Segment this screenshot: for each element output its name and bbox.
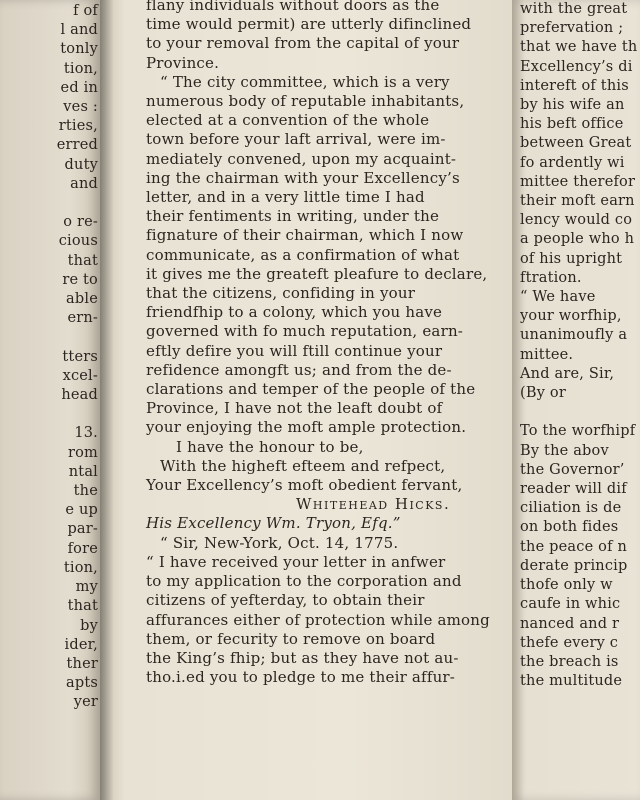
text-line: I have the honour to be, xyxy=(176,437,364,456)
text-line: his beft office xyxy=(520,116,624,133)
text-line: re to xyxy=(62,271,98,288)
text-line: His Excellency Wm. Tryon, Efq.” xyxy=(146,514,401,533)
text-line: by xyxy=(80,617,98,634)
text-line: your worfhip, xyxy=(520,308,622,325)
text-line: 13. xyxy=(74,425,98,442)
text-line: to my application to the corporation and xyxy=(146,572,462,591)
text-line: “ Sir, New-York, Oct. 14, 1775. xyxy=(160,533,399,552)
text-line: ern- xyxy=(67,310,98,327)
text-line xyxy=(2,405,98,424)
text-line: refidence amongft us; and from the de- xyxy=(146,360,452,379)
text-line: tho.i.ed you to pledge to me their affur- xyxy=(146,668,456,687)
text-line: flany individuals without doors as the xyxy=(146,0,440,14)
text-line: reader will dif xyxy=(520,481,627,498)
text-line: that xyxy=(67,598,98,615)
text-line: Excellency’s di xyxy=(520,58,633,75)
text-line: derate princip xyxy=(520,557,628,574)
text-line: thofe only w xyxy=(520,577,613,594)
text-line: rom xyxy=(67,444,98,461)
text-line: ntal xyxy=(68,463,98,480)
text-line: head xyxy=(61,387,98,404)
text-line: tion, xyxy=(63,559,98,576)
main-page xyxy=(100,0,512,800)
text-line: that we have th xyxy=(520,39,638,56)
main-column-text xyxy=(146,0,498,687)
text-line: xcel- xyxy=(62,367,98,384)
text-line: l and xyxy=(60,22,98,39)
text-line: “ We have xyxy=(520,289,596,306)
text-line: fignature of their chairman, which I now xyxy=(146,226,464,245)
text-line: o re- xyxy=(63,214,98,231)
right-page-fragment xyxy=(512,0,640,800)
text-line: mediately convened, upon my acquaint- xyxy=(146,149,457,168)
text-line: unanimoufly a xyxy=(520,327,628,344)
text-line: apts xyxy=(66,675,98,692)
text-line: the xyxy=(73,483,98,500)
text-line: Whitehead Hicks. xyxy=(296,495,451,514)
text-line: Province. xyxy=(146,53,220,72)
text-line: e up xyxy=(65,502,98,519)
text-line: (By or xyxy=(520,385,566,402)
text-line: tonly xyxy=(60,41,98,58)
text-line xyxy=(520,403,640,422)
text-line xyxy=(2,194,98,213)
text-line: duty xyxy=(64,156,98,173)
text-line: with the great xyxy=(520,1,628,17)
text-line: that xyxy=(67,252,98,269)
text-line xyxy=(2,328,98,347)
text-line: letter, and in a very little time I had xyxy=(146,188,425,207)
text-line: ing the chairman with your Excellency’s xyxy=(146,168,460,187)
text-line: par- xyxy=(67,521,98,538)
text-line: their moft earn xyxy=(520,193,635,210)
text-line: And are, Sir, xyxy=(520,365,615,382)
text-line: by his wife an xyxy=(520,97,625,114)
text-line: ed in xyxy=(60,79,98,96)
text-line: By the abov xyxy=(520,442,609,459)
text-line: eftly defire you will ftill continue your xyxy=(146,341,443,360)
text-line: mittee. xyxy=(520,346,574,363)
text-line: With the higheft efteem and refpect, xyxy=(160,456,446,475)
text-line: cious xyxy=(58,233,98,250)
text-line: erred xyxy=(56,137,98,154)
text-line: on both fides xyxy=(520,519,619,536)
text-line: numerous body of reputable inhabitants, xyxy=(146,92,465,111)
text-line: caufe in whic xyxy=(520,596,621,613)
text-line: that the citizens, confiding in your xyxy=(146,284,416,303)
text-line: fo ardently wi xyxy=(520,154,625,171)
text-line: To the worfhipf xyxy=(520,423,636,440)
text-line: friendfhip to a colony, which you have xyxy=(146,303,443,322)
text-line: thefe every c xyxy=(520,634,619,651)
text-line: citizens of yefterday, to obtain their xyxy=(146,591,425,610)
text-line: to your removal from the capital of your xyxy=(146,34,460,53)
text-line: ftration. xyxy=(520,269,582,286)
text-line: “ The city committee, which is a very xyxy=(160,72,450,91)
text-line: tion, xyxy=(63,60,98,77)
text-line: lency would co xyxy=(520,212,633,229)
text-line: time would permit) are utterly difinclined xyxy=(146,15,472,34)
right-column-text xyxy=(520,0,640,691)
text-line: the multitude xyxy=(520,673,623,690)
text-line: ciliation is de xyxy=(520,500,622,517)
text-line: able xyxy=(66,291,98,308)
text-line: between Great xyxy=(520,135,632,152)
text-line: Province, I have not the leaft doubt of xyxy=(146,399,443,418)
text-line: mittee therefor xyxy=(520,173,636,190)
text-line: of his upright xyxy=(520,250,623,267)
text-line: a people who h xyxy=(520,231,635,248)
text-line: town before your laft arrival, were im- xyxy=(146,130,446,149)
text-line: communicate, as a confirmation of what xyxy=(146,245,460,264)
text-line: ider, xyxy=(64,636,98,653)
text-line: f of xyxy=(73,3,98,19)
text-line: yer xyxy=(73,694,98,711)
text-line: ther xyxy=(66,655,98,672)
text-line: tters xyxy=(62,348,98,365)
text-line: rties, xyxy=(58,118,98,135)
text-line: ves : xyxy=(63,99,98,116)
gutter-shadow xyxy=(100,0,114,800)
text-line: the peace of n xyxy=(520,538,628,555)
text-line: the Governor’ xyxy=(520,461,625,478)
text-line: and xyxy=(70,175,98,192)
text-line: Your Excellency’s moft obedient fervant, xyxy=(146,476,463,495)
text-line: them, or fecurity to remove on board xyxy=(146,629,436,648)
text-line: my xyxy=(75,579,98,596)
text-line: “ I have received your letter in anfwer xyxy=(146,552,446,571)
text-line: it gives me the greateft pleafure to declare, xyxy=(146,264,488,283)
text-line: governed with fo much reputation, earn- xyxy=(146,322,464,341)
text-line: their fentiments in writing, under the xyxy=(146,207,440,226)
text-line: prefervation ; xyxy=(520,20,624,37)
text-line: intereft of this xyxy=(520,77,629,94)
text-line: nanced and r xyxy=(520,615,620,632)
text-line: the breach is xyxy=(520,653,619,670)
text-line: your enjoying the moft ample protection. xyxy=(146,418,467,437)
text-line: fore xyxy=(67,540,98,557)
text-line: elected at a convention of the whole xyxy=(146,111,430,130)
text-line: affurances either of protection while among xyxy=(146,610,490,629)
text-line: the King’s fhip; but as they have not au- xyxy=(146,648,459,667)
text-line: clarations and temper of the people of the xyxy=(146,380,476,399)
left-page-fragment xyxy=(0,0,100,800)
left-column-text xyxy=(2,2,98,713)
